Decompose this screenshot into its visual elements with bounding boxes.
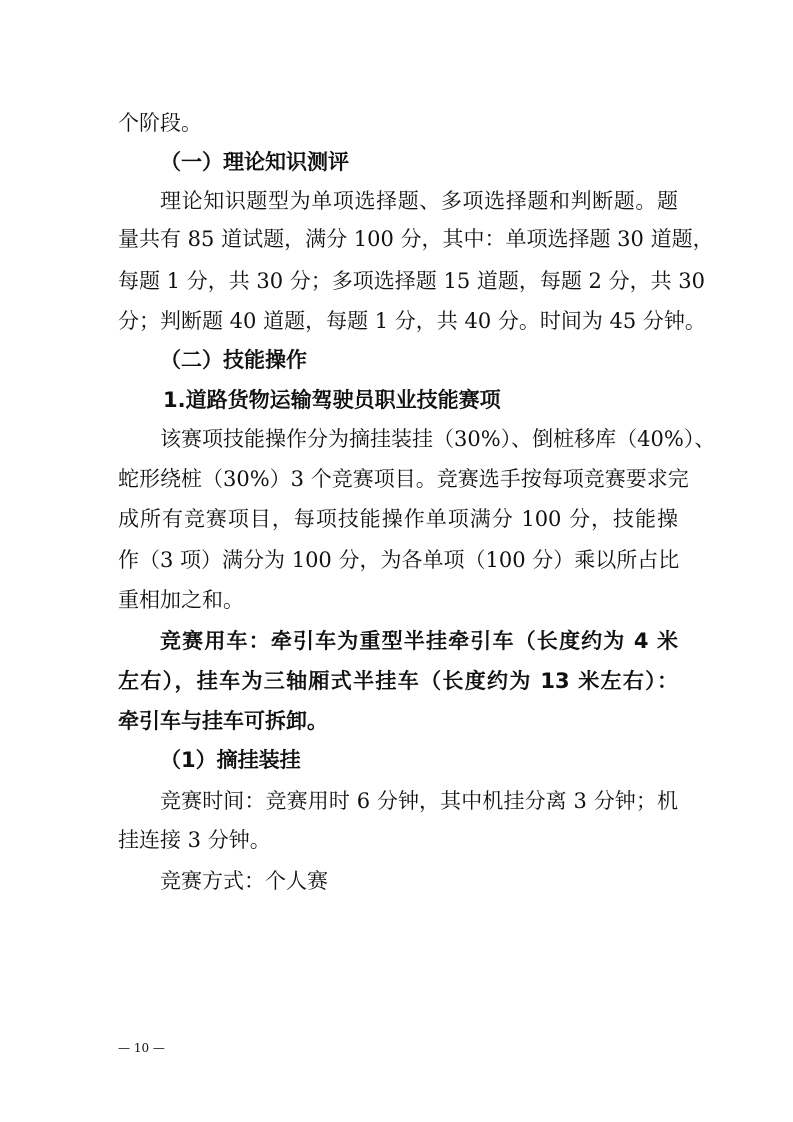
page-number: — 10 — [118,1041,165,1055]
paragraph-line: 挂连接 3 分钟。 [118,828,271,852]
paragraph-line: 竞赛时间：竞赛用时 6 分钟，其中机挂分离 3 分钟；机 [160,789,678,813]
bold-paragraph-line: 竞赛用车：牵引车为重型半挂牵引车（长度约为 4 米 [160,629,678,653]
paragraph-line: 重相加之和。 [118,588,244,612]
paragraph-line: 理论知识题型为单项选择题、多项选择题和判断题。题 [160,189,678,213]
bold-paragraph-line: 牵引车与挂车可拆卸。 [118,709,328,733]
paragraph-line: 蛇形绕桩（30%）3 个竞赛项目。竞赛选手按每项竞赛要求完 [118,467,689,491]
bold-paragraph-line: 左右），挂车为三轴厢式半挂车（长度约为 13 米左右）： [118,669,678,693]
paragraph-line: 竞赛方式：个人赛 [160,869,328,893]
item-heading: （1）摘挂装挂 [160,748,301,772]
paragraph-line: 量共有 85 道试题，满分 100 分，其中：单项选择题 30 道题， [118,227,714,251]
section-heading: （二）技能操作 [160,348,307,372]
paragraph-line: 该赛项技能操作分为摘挂装挂（30%）、倒桩移库（40%）、 [160,427,716,451]
paragraph-line: 成所有竞赛项目，每项技能操作单项满分 100 分，技能操 [118,507,678,531]
paragraph-line: 个阶段。 [118,111,202,135]
paragraph-line: 每题 1 分，共 30 分；多项选择题 15 道题，每题 2 分，共 30 [118,269,705,293]
paragraph-line: 分；判断题 40 道题，每题 1 分，共 40 分。时间为 45 分钟。 [118,309,706,333]
section-heading: （一）理论知识测评 [160,150,349,174]
subsection-heading: 1.道路货物运输驾驶员职业技能赛项 [163,388,501,412]
paragraph-line: 作（3 项）满分为 100 分，为各单项（100 分）乘以所占比 [118,548,680,572]
